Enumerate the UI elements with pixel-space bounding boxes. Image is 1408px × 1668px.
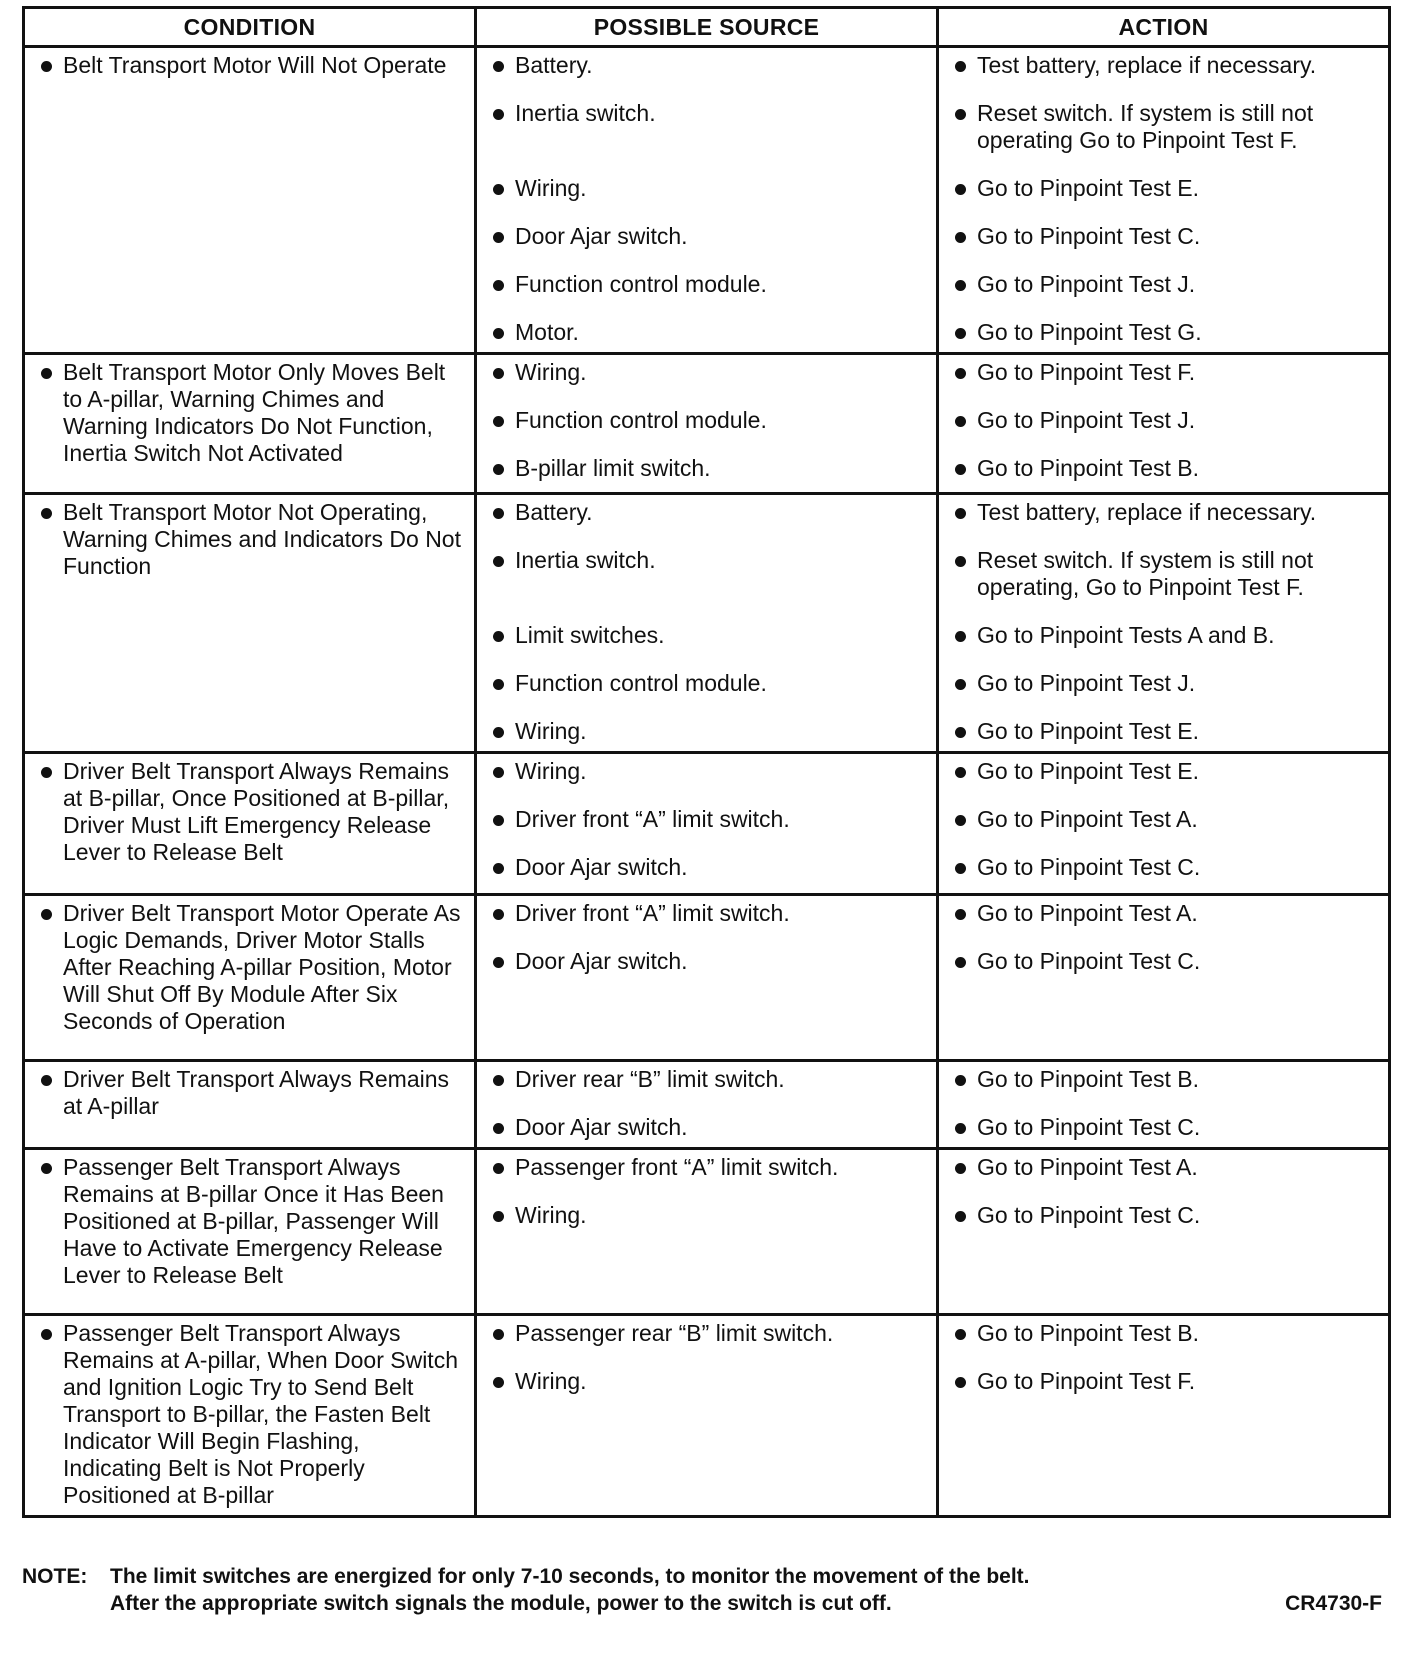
action-item bbox=[951, 758, 1378, 785]
bullet-icon bbox=[493, 556, 504, 567]
source-text: Door Ajar switch. bbox=[515, 223, 688, 249]
bullet-icon bbox=[493, 328, 504, 339]
condition-cell bbox=[24, 895, 476, 1061]
bullet-icon bbox=[493, 1163, 504, 1174]
bullet-icon bbox=[41, 909, 52, 920]
condition-item bbox=[37, 499, 464, 580]
action-text: Go to Pinpoint Test C. bbox=[977, 223, 1201, 249]
condition-cell bbox=[24, 1149, 476, 1315]
action-item bbox=[951, 1320, 1378, 1347]
action-item bbox=[951, 806, 1378, 833]
condition-cell bbox=[24, 753, 476, 895]
bullet-icon bbox=[955, 280, 966, 291]
bullet-icon bbox=[955, 416, 966, 427]
action-item bbox=[951, 455, 1378, 482]
condition-item bbox=[37, 1154, 464, 1289]
action-text: Test battery, replace if necessary. bbox=[977, 52, 1317, 78]
source-text: Function control module. bbox=[515, 271, 767, 297]
header-possible-source: POSSIBLE SOURCE bbox=[476, 8, 938, 47]
condition-text: Belt Transport Motor Will Not Operate bbox=[63, 52, 447, 78]
bullet-icon bbox=[493, 368, 504, 379]
source-item bbox=[489, 52, 926, 79]
source-text: Limit switches. bbox=[515, 622, 665, 648]
action-cell bbox=[938, 1315, 1390, 1517]
bullet-icon bbox=[493, 727, 504, 738]
source-item bbox=[489, 854, 926, 881]
bullet-icon bbox=[955, 767, 966, 778]
bullet-icon bbox=[493, 863, 504, 874]
source-text: Battery. bbox=[515, 52, 593, 78]
action-text: Go to Pinpoint Test B. bbox=[977, 455, 1200, 481]
bullet-icon bbox=[493, 767, 504, 778]
table-body bbox=[24, 47, 1390, 1517]
source-item bbox=[489, 499, 926, 526]
action-item bbox=[951, 718, 1378, 745]
bullet-icon bbox=[493, 1211, 504, 1222]
action-item bbox=[951, 52, 1378, 79]
source-item bbox=[489, 670, 926, 697]
action-text: Go to Pinpoint Test G. bbox=[977, 319, 1202, 345]
bullet-icon bbox=[955, 1329, 966, 1340]
condition-item bbox=[37, 900, 464, 1035]
action-text: Test battery, replace if necessary. bbox=[977, 499, 1317, 525]
condition-text: Passenger Belt Transport Always Remains at A-pillar, When Door Switch and Ignition Logic Try to Send Belt Transport to B-pillar, the Fasten Belt Indicator Will Begin Flashing, Indicating Belt is Not Properly Positioned at B-pillar bbox=[63, 1320, 458, 1508]
diagnosis-document bbox=[22, 6, 1388, 1518]
source-item bbox=[489, 455, 926, 482]
condition-text: Driver Belt Transport Always Remains at A-pillar bbox=[63, 1066, 450, 1119]
bullet-icon bbox=[955, 61, 966, 72]
source-cell bbox=[476, 753, 938, 895]
bullet-icon bbox=[493, 1075, 504, 1086]
bullet-icon bbox=[955, 1075, 966, 1086]
action-item bbox=[951, 175, 1378, 202]
header-action: ACTION bbox=[938, 8, 1390, 47]
source-item bbox=[489, 1368, 926, 1395]
bullet-icon bbox=[955, 508, 966, 519]
source-cell bbox=[476, 47, 938, 354]
source-text: Driver front “A” limit switch. bbox=[515, 806, 790, 832]
bullet-icon bbox=[955, 1123, 966, 1134]
action-item bbox=[951, 1066, 1378, 1093]
action-cell bbox=[938, 895, 1390, 1061]
source-cell bbox=[476, 895, 938, 1061]
source-text: Inertia switch. bbox=[515, 547, 656, 573]
source-cell bbox=[476, 1315, 938, 1517]
condition-cell bbox=[24, 1061, 476, 1149]
table-row bbox=[24, 753, 1390, 895]
bullet-icon bbox=[41, 508, 52, 519]
action-item bbox=[951, 854, 1378, 881]
action-item bbox=[951, 359, 1378, 386]
source-text: Function control module. bbox=[515, 407, 767, 433]
action-cell bbox=[938, 494, 1390, 753]
source-item bbox=[489, 407, 926, 434]
condition-cell bbox=[24, 47, 476, 354]
source-text: B-pillar limit switch. bbox=[515, 455, 711, 481]
condition-item bbox=[37, 359, 464, 467]
bullet-icon bbox=[955, 727, 966, 738]
bullet-icon bbox=[493, 909, 504, 920]
bullet-icon bbox=[493, 61, 504, 72]
action-cell bbox=[938, 1149, 1390, 1315]
bullet-icon bbox=[493, 416, 504, 427]
bullet-icon bbox=[493, 232, 504, 243]
source-text: Wiring. bbox=[515, 175, 587, 201]
condition-cell bbox=[24, 494, 476, 753]
source-text: Door Ajar switch. bbox=[515, 854, 688, 880]
action-text: Go to Pinpoint Test J. bbox=[977, 271, 1196, 297]
bullet-icon bbox=[493, 280, 504, 291]
bullet-icon bbox=[955, 184, 966, 195]
figure-code: CR4730-F bbox=[1285, 1592, 1382, 1615]
action-cell bbox=[938, 354, 1390, 494]
bullet-icon bbox=[41, 767, 52, 778]
source-item bbox=[489, 1066, 926, 1093]
action-text: Go to Pinpoint Test C. bbox=[977, 854, 1201, 880]
action-text: Reset switch. If system is still not operating, Go to Pinpoint Test F. bbox=[977, 547, 1314, 600]
bullet-icon bbox=[41, 1329, 52, 1340]
bullet-icon bbox=[955, 631, 966, 642]
note-line-1: The limit switches are energized for only 7-10 seconds, to monitor the movement of the belt. bbox=[110, 1565, 1030, 1588]
condition-item bbox=[37, 758, 464, 866]
source-text: Driver front “A” limit switch. bbox=[515, 900, 790, 926]
source-item bbox=[489, 359, 926, 386]
source-text: Battery. bbox=[515, 499, 593, 525]
action-text: Go to Pinpoint Test J. bbox=[977, 407, 1196, 433]
source-item bbox=[489, 1114, 926, 1141]
action-text: Go to Pinpoint Test B. bbox=[977, 1320, 1200, 1346]
bullet-icon bbox=[41, 1163, 52, 1174]
bullet-icon bbox=[955, 815, 966, 826]
bullet-icon bbox=[955, 328, 966, 339]
bullet-icon bbox=[493, 679, 504, 690]
source-text: Wiring. bbox=[515, 718, 587, 744]
bullet-icon bbox=[955, 957, 966, 968]
source-item bbox=[489, 1320, 926, 1347]
condition-text: Passenger Belt Transport Always Remains at B-pillar Once it Has Been Positioned at B-pillar, Passenger Will Have to Activate Emergency Release Lever to Release Belt bbox=[63, 1154, 444, 1288]
bullet-icon bbox=[493, 1123, 504, 1134]
source-text: Wiring. bbox=[515, 359, 587, 385]
condition-item bbox=[37, 1066, 464, 1120]
action-text: Go to Pinpoint Test A. bbox=[977, 806, 1198, 832]
action-item bbox=[951, 1114, 1378, 1141]
bullet-icon bbox=[955, 1377, 966, 1388]
action-item bbox=[951, 223, 1378, 250]
source-text: Inertia switch. bbox=[515, 100, 656, 126]
header-row bbox=[24, 8, 1390, 47]
bullet-icon bbox=[955, 109, 966, 120]
bullet-icon bbox=[955, 679, 966, 690]
bullet-icon bbox=[493, 957, 504, 968]
table-row bbox=[24, 47, 1390, 354]
bullet-icon bbox=[41, 1075, 52, 1086]
source-cell bbox=[476, 1061, 938, 1149]
action-text: Go to Pinpoint Test E. bbox=[977, 758, 1200, 784]
bullet-icon bbox=[955, 909, 966, 920]
action-item bbox=[951, 900, 1378, 927]
condition-text: Belt Transport Motor Not Operating, Warning Chimes and Indicators Do Not Function bbox=[63, 499, 461, 579]
source-text: Wiring. bbox=[515, 758, 587, 784]
action-text: Go to Pinpoint Test C. bbox=[977, 1202, 1201, 1228]
action-item bbox=[951, 622, 1378, 649]
condition-item bbox=[37, 52, 464, 79]
bullet-icon bbox=[493, 508, 504, 519]
header-condition: CONDITION bbox=[24, 8, 476, 47]
condition-text: Belt Transport Motor Only Moves Belt to A-pillar, Warning Chimes and Warning Indicators Do Not Function, Inertia Switch Not Activated bbox=[63, 359, 446, 466]
action-text: Go to Pinpoint Test B. bbox=[977, 1066, 1200, 1092]
bullet-icon bbox=[955, 464, 966, 475]
action-item bbox=[951, 407, 1378, 434]
action-item bbox=[951, 499, 1378, 526]
source-text: Door Ajar switch. bbox=[515, 1114, 688, 1140]
action-item bbox=[951, 1368, 1378, 1395]
action-text: Go to Pinpoint Tests A and B. bbox=[977, 622, 1275, 648]
source-cell bbox=[476, 354, 938, 494]
table-row bbox=[24, 1149, 1390, 1315]
source-item bbox=[489, 948, 926, 975]
action-text: Go to Pinpoint Test F. bbox=[977, 1368, 1196, 1394]
action-item bbox=[951, 670, 1378, 697]
source-item bbox=[489, 758, 926, 785]
source-text: Passenger rear “B” limit switch. bbox=[515, 1320, 834, 1346]
action-text: Go to Pinpoint Test A. bbox=[977, 1154, 1198, 1180]
table-row bbox=[24, 1315, 1390, 1517]
source-text: Wiring. bbox=[515, 1202, 587, 1228]
note-label: NOTE: bbox=[22, 1565, 88, 1588]
source-item bbox=[489, 900, 926, 927]
source-text: Driver rear “B” limit switch. bbox=[515, 1066, 785, 1092]
action-item bbox=[951, 319, 1378, 346]
source-text: Function control module. bbox=[515, 670, 767, 696]
action-text: Go to Pinpoint Test E. bbox=[977, 175, 1200, 201]
condition-item bbox=[37, 1320, 464, 1509]
source-item bbox=[489, 622, 926, 649]
condition-cell bbox=[24, 1315, 476, 1517]
diagnosis-table bbox=[22, 6, 1391, 1518]
action-text: Go to Pinpoint Test F. bbox=[977, 359, 1196, 385]
table-row bbox=[24, 354, 1390, 494]
bullet-icon bbox=[955, 1163, 966, 1174]
note-line-2: After the appropriate switch signals the module, power to the switch is cut off. bbox=[110, 1592, 892, 1615]
bullet-icon bbox=[41, 368, 52, 379]
source-item bbox=[489, 319, 926, 346]
bullet-icon bbox=[493, 184, 504, 195]
bullet-icon bbox=[955, 232, 966, 243]
source-text: Wiring. bbox=[515, 1368, 587, 1394]
bullet-icon bbox=[493, 109, 504, 120]
source-item bbox=[489, 718, 926, 745]
action-item bbox=[951, 100, 1378, 154]
source-item bbox=[489, 547, 926, 601]
source-text: Passenger front “A” limit switch. bbox=[515, 1154, 839, 1180]
bullet-icon bbox=[493, 631, 504, 642]
source-item bbox=[489, 223, 926, 250]
bullet-icon bbox=[493, 1329, 504, 1340]
source-item bbox=[489, 175, 926, 202]
source-item bbox=[489, 806, 926, 833]
source-text: Door Ajar switch. bbox=[515, 948, 688, 974]
bullet-icon bbox=[955, 1211, 966, 1222]
table-row bbox=[24, 1061, 1390, 1149]
source-cell bbox=[476, 1149, 938, 1315]
source-item bbox=[489, 1202, 926, 1229]
source-item bbox=[489, 100, 926, 154]
action-cell bbox=[938, 753, 1390, 895]
condition-text: Driver Belt Transport Always Remains at B-pillar, Once Positioned at B-pillar, Driver Must Lift Emergency Release Lever to Release Belt bbox=[63, 758, 450, 865]
action-cell bbox=[938, 1061, 1390, 1149]
action-text: Go to Pinpoint Test J. bbox=[977, 670, 1196, 696]
action-cell bbox=[938, 47, 1390, 354]
action-item bbox=[951, 271, 1378, 298]
action-text: Go to Pinpoint Test C. bbox=[977, 948, 1201, 974]
source-text: Motor. bbox=[515, 319, 579, 345]
table-row bbox=[24, 494, 1390, 753]
source-item bbox=[489, 1154, 926, 1181]
bullet-icon bbox=[41, 61, 52, 72]
bullet-icon bbox=[955, 863, 966, 874]
action-item bbox=[951, 948, 1378, 975]
bullet-icon bbox=[493, 464, 504, 475]
action-text: Go to Pinpoint Test E. bbox=[977, 718, 1200, 744]
bullet-icon bbox=[493, 815, 504, 826]
action-text: Go to Pinpoint Test A. bbox=[977, 900, 1198, 926]
bullet-icon bbox=[955, 368, 966, 379]
action-item bbox=[951, 547, 1378, 601]
bullet-icon bbox=[493, 1377, 504, 1388]
bullet-icon bbox=[955, 556, 966, 567]
action-item bbox=[951, 1154, 1378, 1181]
action-item bbox=[951, 1202, 1378, 1229]
table-row bbox=[24, 895, 1390, 1061]
action-text: Go to Pinpoint Test C. bbox=[977, 1114, 1201, 1140]
source-item bbox=[489, 271, 926, 298]
condition-cell bbox=[24, 354, 476, 494]
action-text: Reset switch. If system is still not operating Go to Pinpoint Test F. bbox=[977, 100, 1314, 153]
condition-text: Driver Belt Transport Motor Operate As Logic Demands, Driver Motor Stalls After Reaching A-pillar Position, Motor Will Shut Off By Module After Six Seconds of Operation bbox=[63, 900, 461, 1034]
source-cell bbox=[476, 494, 938, 753]
